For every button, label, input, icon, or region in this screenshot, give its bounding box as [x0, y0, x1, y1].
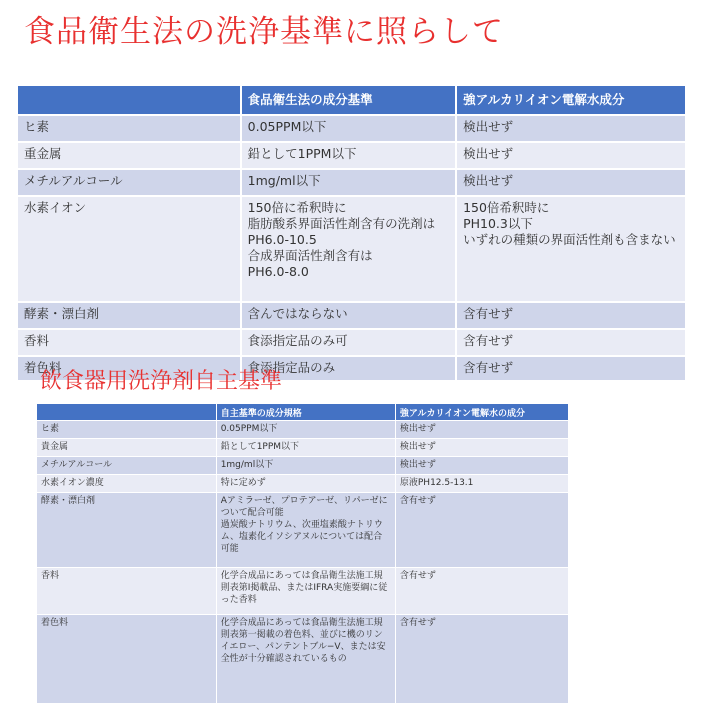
row-label: 酵素・漂白剤 [37, 493, 216, 568]
row-label: 水素イオン [18, 196, 241, 302]
electrolyzed-water-cell: 150倍希釈時に PH10.3以下 いずれの種類の界面活性剤も含まない [456, 196, 686, 302]
standard-cell: 含んではならない [241, 302, 456, 329]
row-label: メチルアルコール [37, 457, 216, 475]
electrolyzed-water-cell: 含有せず [395, 568, 568, 615]
standard-cell: 化学合成品にあっては食品衛生法施工規則表第一掲載の着色料、並びに機のリンイエロー、パンテントブル−V、または安全性が十分確認されているもの [216, 615, 395, 704]
standard-cell: Aアミラーゼ、プロテアーゼ、リパーゼについて配合可能 過炭酸ナトリウム、次亜塩素酸ナトリウム、塩素化イソシアヌルについては配合可能 [216, 493, 395, 568]
table-row [18, 169, 686, 196]
table-row [37, 475, 569, 493]
row-label: 重金属 [18, 142, 241, 169]
row-label: メチルアルコール [18, 169, 241, 196]
row-label: 着色料 [18, 356, 241, 380]
standard-cell: 食添指定品のみ可 [241, 329, 456, 356]
standard-cell: 0.05PPM以下 [241, 115, 456, 142]
row-label: 貴金属 [37, 439, 216, 457]
section-title: 飲食器用洗浄剤自主基準 [40, 369, 283, 394]
electrolyzed-water-cell: 検出せず [395, 439, 568, 457]
table-row [37, 568, 569, 615]
table-row [18, 302, 686, 329]
header-cell: 自主基準の成分規格 [216, 404, 395, 421]
header-cell [37, 404, 216, 421]
table-row [37, 493, 569, 568]
electrolyzed-water-cell: 検出せず [395, 421, 568, 439]
table-row [37, 615, 569, 704]
table-row [18, 142, 686, 169]
electrolyzed-water-cell: 含有せず [456, 302, 686, 329]
standard-cell: 1mg/ml以下 [216, 457, 395, 475]
table-row [18, 115, 686, 142]
table-header-row [37, 404, 569, 421]
page-title: 食品衛生法の洗浄基準に照らして [24, 14, 504, 50]
standard-cell: 食添指定品のみ [241, 356, 456, 380]
table-row [37, 457, 569, 475]
header-cell: 強アルカリイオン電解水成分 [456, 86, 686, 115]
header-cell: 強アルカリイオン電解水の成分 [395, 404, 568, 421]
standard-cell: 1mg/ml以下 [241, 169, 456, 196]
dishwashing-detergent-table [37, 404, 569, 703]
table-row [37, 439, 569, 457]
table-row [18, 196, 686, 302]
electrolyzed-water-cell: 含有せず [395, 615, 568, 704]
row-label: 香料 [18, 329, 241, 356]
table-row [37, 421, 569, 439]
standard-cell: 特に定めず [216, 475, 395, 493]
row-label: 水素イオン濃度 [37, 475, 216, 493]
row-label: ヒ素 [18, 115, 241, 142]
row-label: ヒ素 [37, 421, 216, 439]
electrolyzed-water-cell: 原液PH12.5-13.1 [395, 475, 568, 493]
electrolyzed-water-cell: 検出せず [395, 457, 568, 475]
food-sanitation-table [18, 86, 687, 380]
electrolyzed-water-cell: 含有せず [456, 329, 686, 356]
row-label: 着色料 [37, 615, 216, 704]
row-label: 香料 [37, 568, 216, 615]
electrolyzed-water-cell: 含有せず [456, 356, 686, 380]
table-row [18, 329, 686, 356]
electrolyzed-water-cell: 検出せず [456, 115, 686, 142]
standard-cell: 0.05PPM以下 [216, 421, 395, 439]
standard-cell: 鉛として1PPM以下 [216, 439, 395, 457]
electrolyzed-water-cell: 検出せず [456, 142, 686, 169]
row-label: 酵素・漂白剤 [18, 302, 241, 329]
electrolyzed-water-cell: 検出せず [456, 169, 686, 196]
header-cell [18, 86, 241, 115]
electrolyzed-water-cell: 含有せず [395, 493, 568, 568]
standard-cell: 化学合成品にあっては食品衛生法施工規則表第Ⅰ掲載品、またはIFRA実施要綱に従った香料 [216, 568, 395, 615]
table-header-row [18, 86, 686, 115]
standard-cell: 鉛として1PPM以下 [241, 142, 456, 169]
standard-cell: 150倍に希釈時に 脂肪酸系界面活性剤含有の洗剤はPH6.0-10.5 合成界面活性剤含有は PH6.0-8.0 [241, 196, 456, 302]
header-cell: 食品衛生法の成分基準 [241, 86, 456, 115]
